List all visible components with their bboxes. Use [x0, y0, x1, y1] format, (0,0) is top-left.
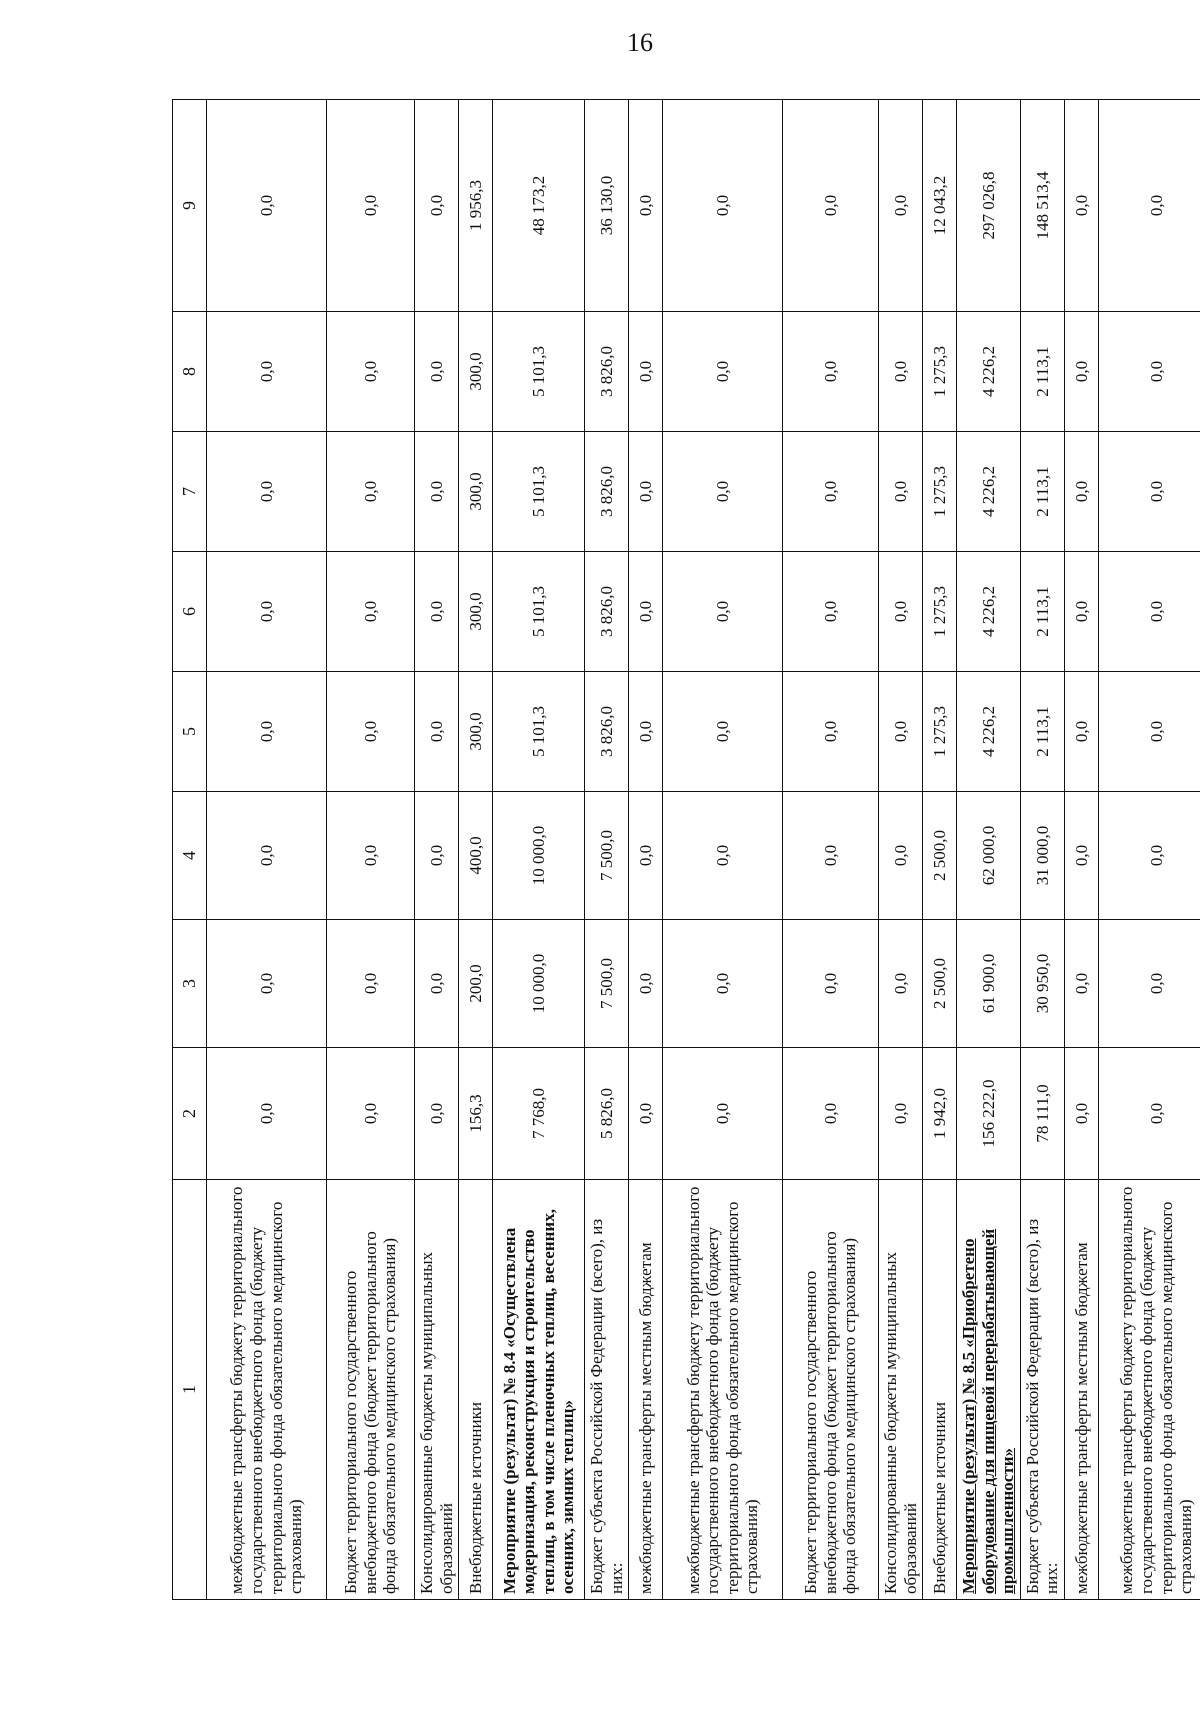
cell-col-3: 10 000,0	[493, 920, 585, 1048]
cell-col-8: 0,0	[207, 312, 327, 432]
cell-col-8: 1 275,3	[923, 312, 957, 432]
cell-col-9: 12 043,2	[923, 100, 957, 312]
table-row	[459, 100, 493, 1600]
cell-col-8: 0,0	[1099, 312, 1200, 432]
cell-col-8: 0,0	[663, 312, 783, 432]
cell-col-2: 0,0	[663, 1048, 783, 1180]
cell-col-5: 0,0	[1065, 672, 1099, 792]
row-label: межбюджетные трансферты бюджету территориального государственного внебюджетного фонда (бюджету территориального фонда обязательного медицинского страхования)	[663, 1180, 783, 1600]
cell-col-8: 300,0	[459, 312, 493, 432]
column-number-6: 6	[173, 552, 207, 672]
table-row	[1099, 100, 1200, 1600]
cell-col-3: 0,0	[629, 920, 663, 1048]
cell-col-6: 2 113,1	[1020, 552, 1064, 672]
table-row	[327, 100, 415, 1600]
row-label: Внебюджетные источники	[459, 1180, 493, 1600]
cell-col-7: 0,0	[783, 432, 879, 552]
cell-col-8: 5 101,3	[493, 312, 585, 432]
cell-col-6: 0,0	[783, 552, 879, 672]
cell-col-7: 0,0	[663, 432, 783, 552]
cell-col-2: 0,0	[415, 1048, 459, 1180]
cell-col-3: 0,0	[1099, 920, 1200, 1048]
cell-col-6: 0,0	[1065, 552, 1099, 672]
cell-col-2: 0,0	[207, 1048, 327, 1180]
cell-col-7: 0,0	[629, 432, 663, 552]
cell-col-7: 0,0	[207, 432, 327, 552]
cell-col-5: 1 275,3	[923, 672, 957, 792]
cell-col-6: 300,0	[459, 552, 493, 672]
column-number-1: 1	[173, 1180, 207, 1600]
table-row	[783, 100, 879, 1600]
cell-col-6: 1 275,3	[923, 552, 957, 672]
cell-col-7: 4 226,2	[957, 432, 1021, 552]
cell-col-8: 0,0	[629, 312, 663, 432]
cell-col-5: 0,0	[783, 672, 879, 792]
cell-col-2: 78 111,0	[1020, 1048, 1064, 1180]
cell-col-9: 0,0	[663, 100, 783, 312]
cell-col-9: 148 513,4	[1020, 100, 1064, 312]
column-number-4: 4	[173, 792, 207, 920]
cell-col-5: 3 826,0	[585, 672, 629, 792]
cell-col-9: 0,0	[415, 100, 459, 312]
cell-col-7: 0,0	[1099, 432, 1200, 552]
cell-col-6: 3 826,0	[585, 552, 629, 672]
cell-col-4: 0,0	[415, 792, 459, 920]
cell-col-3: 2 500,0	[923, 920, 957, 1048]
table-row	[585, 100, 629, 1600]
cell-col-5: 0,0	[879, 672, 923, 792]
column-number-7: 7	[173, 432, 207, 552]
cell-col-9: 0,0	[207, 100, 327, 312]
cell-col-3: 0,0	[879, 920, 923, 1048]
cell-col-9: 0,0	[783, 100, 879, 312]
table-row	[663, 100, 783, 1600]
column-number-5: 5	[173, 672, 207, 792]
cell-col-2: 0,0	[783, 1048, 879, 1180]
cell-col-2: 0,0	[879, 1048, 923, 1180]
column-number-2: 2	[173, 1048, 207, 1180]
cell-col-3: 0,0	[1065, 920, 1099, 1048]
cell-col-3: 61 900,0	[957, 920, 1021, 1048]
cell-col-7: 0,0	[415, 432, 459, 552]
cell-col-2: 0,0	[629, 1048, 663, 1180]
cell-col-3: 7 500,0	[585, 920, 629, 1048]
row-label: Бюджет территориального государственного внебюджетного фонда (бюджет территориального фонда обязательного медицинского страхования)	[783, 1180, 879, 1600]
cell-col-4: 7 500,0	[585, 792, 629, 920]
cell-col-3: 0,0	[783, 920, 879, 1048]
cell-col-5: 5 101,3	[493, 672, 585, 792]
cell-col-6: 0,0	[879, 552, 923, 672]
page-number: 16	[627, 28, 653, 57]
table-row	[923, 100, 957, 1600]
cell-col-3: 0,0	[207, 920, 327, 1048]
cell-col-9: 297 026,8	[957, 100, 1021, 312]
cell-col-6: 0,0	[663, 552, 783, 672]
cell-col-2: 0,0	[327, 1048, 415, 1180]
cell-col-9: 36 130,0	[585, 100, 629, 312]
row-label: межбюджетные трансферты местным бюджетам	[1065, 1180, 1099, 1600]
row-label: Бюджет субъекта Российской Федерации (всего), из них:	[1020, 1180, 1064, 1600]
table-row	[629, 100, 663, 1600]
row-label: межбюджетные трансферты бюджету территориального государственного внебюджетного фонда (бюджету территориального фонда обязательного медицинского страхования)	[1099, 1180, 1200, 1600]
cell-col-9: 0,0	[327, 100, 415, 312]
cell-col-7: 0,0	[879, 432, 923, 552]
column-number-3: 3	[173, 920, 207, 1048]
cell-col-7: 3 826,0	[585, 432, 629, 552]
table-row	[415, 100, 459, 1600]
cell-col-8: 3 826,0	[585, 312, 629, 432]
cell-col-6: 0,0	[327, 552, 415, 672]
cell-col-2: 0,0	[1099, 1048, 1200, 1180]
cell-col-2: 156,3	[459, 1048, 493, 1180]
cell-col-8: 0,0	[1065, 312, 1099, 432]
row-label: Мероприятие (результат) № 8.5 «Приобретено оборудование для пищевой перерабатывающей промышленности»	[957, 1180, 1021, 1600]
cell-col-4: 0,0	[1099, 792, 1200, 920]
cell-col-7: 0,0	[1065, 432, 1099, 552]
cell-col-9: 0,0	[629, 100, 663, 312]
cell-col-8: 0,0	[879, 312, 923, 432]
cell-col-4: 0,0	[629, 792, 663, 920]
cell-col-5: 0,0	[327, 672, 415, 792]
cell-col-9: 0,0	[1099, 100, 1200, 312]
column-number-8: 8	[173, 312, 207, 432]
row-label: Мероприятие (результат) № 8.4 «Осуществлена модернизация, реконструкция и строительство теплиц, в том числе пленочных теплиц, весенних, осенних, зимних теплиц»	[493, 1180, 585, 1600]
cell-col-4: 0,0	[327, 792, 415, 920]
cell-col-6: 5 101,3	[493, 552, 585, 672]
cell-col-5: 0,0	[629, 672, 663, 792]
cell-col-6: 4 226,2	[957, 552, 1021, 672]
cell-col-4: 10 000,0	[493, 792, 585, 920]
cell-col-3: 30 950,0	[1020, 920, 1064, 1048]
cell-col-4: 0,0	[1065, 792, 1099, 920]
cell-col-5: 0,0	[1099, 672, 1200, 792]
cell-col-7: 5 101,3	[493, 432, 585, 552]
cell-col-2: 0,0	[1065, 1048, 1099, 1180]
table-row	[1065, 100, 1099, 1600]
cell-col-7: 1 275,3	[923, 432, 957, 552]
cell-col-9: 1 956,3	[459, 100, 493, 312]
cell-col-4: 0,0	[879, 792, 923, 920]
cell-col-4: 31 000,0	[1020, 792, 1064, 920]
cell-col-8: 2 113,1	[1020, 312, 1064, 432]
row-label: Внебюджетные источники	[923, 1180, 957, 1600]
cell-col-3: 0,0	[663, 920, 783, 1048]
row-label: Консолидированные бюджеты муниципальных образований	[879, 1180, 923, 1600]
table-row	[957, 100, 1021, 1600]
table-row	[879, 100, 923, 1600]
cell-col-3: 0,0	[415, 920, 459, 1048]
row-label: Бюджет территориального государственного внебюджетного фонда (бюджет территориального фонда обязательного медицинского страхования)	[327, 1180, 415, 1600]
cell-col-2: 156 222,0	[957, 1048, 1021, 1180]
row-label: межбюджетные трансферты местным бюджетам	[629, 1180, 663, 1600]
cell-col-8: 0,0	[327, 312, 415, 432]
table-row	[493, 100, 585, 1600]
cell-col-8: 0,0	[415, 312, 459, 432]
cell-col-5: 0,0	[415, 672, 459, 792]
cell-col-2: 7 768,0	[493, 1048, 585, 1180]
cell-col-9: 48 173,2	[493, 100, 585, 312]
cell-col-4: 0,0	[663, 792, 783, 920]
cell-col-4: 2 500,0	[923, 792, 957, 920]
cell-col-5: 0,0	[663, 672, 783, 792]
cell-col-9: 0,0	[1065, 100, 1099, 312]
cell-col-6: 0,0	[1099, 552, 1200, 672]
cell-col-4: 0,0	[783, 792, 879, 920]
cell-col-6: 0,0	[629, 552, 663, 672]
cell-col-5: 2 113,1	[1020, 672, 1064, 792]
column-number-row	[173, 100, 207, 1600]
cell-col-3: 0,0	[327, 920, 415, 1048]
cell-col-2: 5 826,0	[585, 1048, 629, 1180]
column-number-9: 9	[173, 100, 207, 312]
cell-col-4: 62 000,0	[957, 792, 1021, 920]
row-label: межбюджетные трансферты бюджету территориального государственного внебюджетного фонда (бюджету территориального фонда обязательного медицинского страхования)	[207, 1180, 327, 1600]
cell-col-8: 4 226,2	[957, 312, 1021, 432]
table-row	[207, 100, 327, 1600]
row-label: Консолидированные бюджеты муниципальных образований	[415, 1180, 459, 1600]
cell-col-9: 0,0	[879, 100, 923, 312]
cell-col-3: 200,0	[459, 920, 493, 1048]
rotated-table-wrapper	[172, 100, 1196, 1600]
cell-col-7: 300,0	[459, 432, 493, 552]
cell-col-2: 1 942,0	[923, 1048, 957, 1180]
cell-col-8: 0,0	[783, 312, 879, 432]
cell-col-6: 0,0	[415, 552, 459, 672]
cell-col-5: 300,0	[459, 672, 493, 792]
table-body	[173, 100, 1200, 1600]
budget-table	[172, 99, 1200, 1600]
cell-col-5: 4 226,2	[957, 672, 1021, 792]
cell-col-4: 0,0	[207, 792, 327, 920]
cell-col-5: 0,0	[207, 672, 327, 792]
row-label: Бюджет субъекта Российской Федерации (всего), из них:	[585, 1180, 629, 1600]
cell-col-4: 400,0	[459, 792, 493, 920]
cell-col-7: 0,0	[327, 432, 415, 552]
cell-col-7: 2 113,1	[1020, 432, 1064, 552]
cell-col-6: 0,0	[207, 552, 327, 672]
table-row	[1020, 100, 1064, 1600]
